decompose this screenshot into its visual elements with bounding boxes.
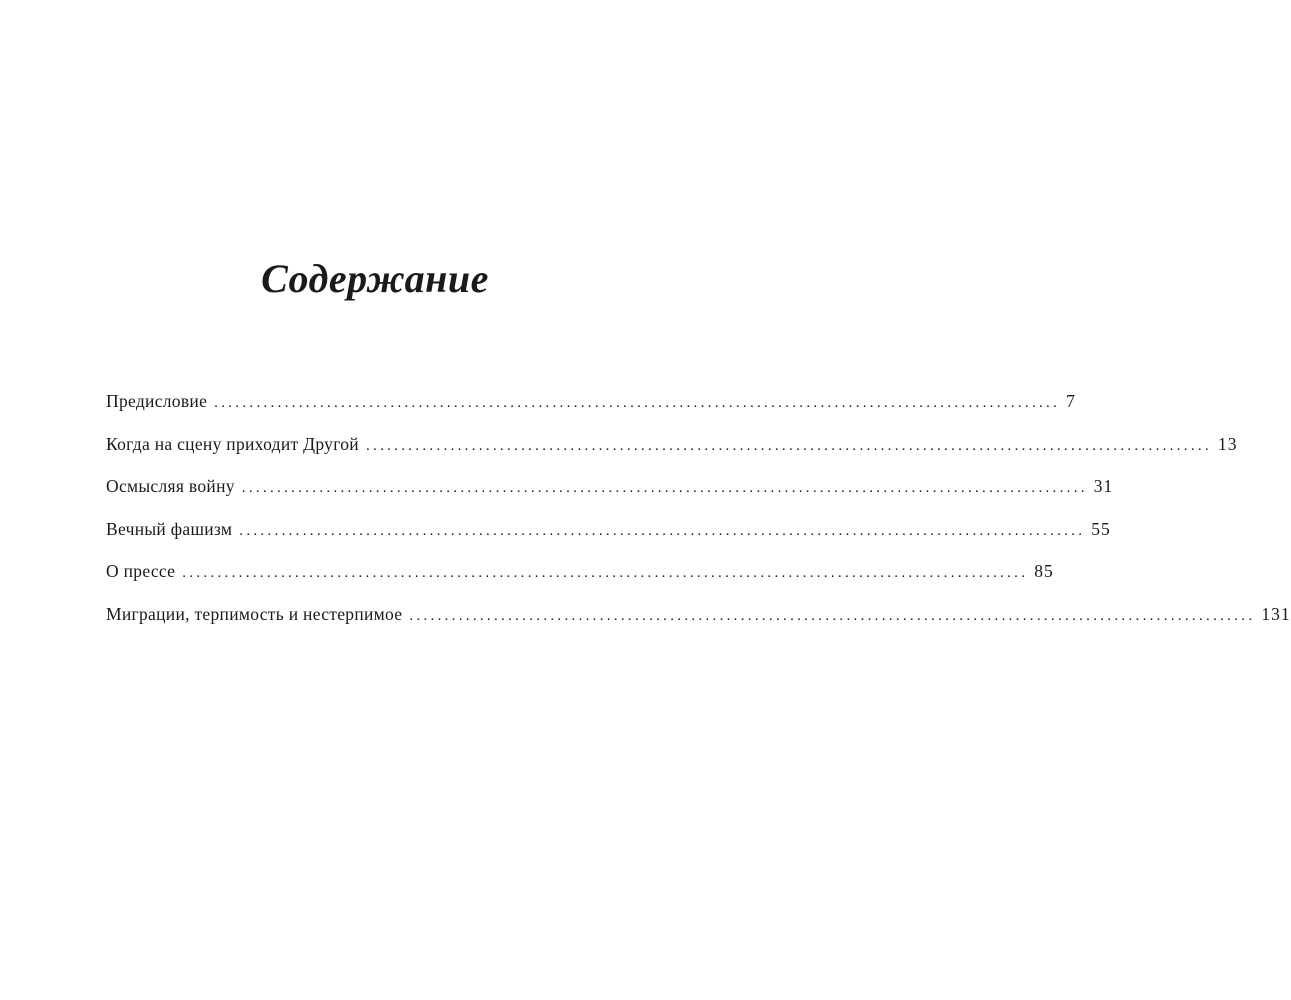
toc-entry-fascism[interactable]: [106, 518, 1111, 562]
toc-entry-press[interactable]: [106, 561, 1054, 604]
toc-entry-preface[interactable]: [106, 391, 1076, 434]
toc-entry-page: 55: [1091, 518, 1111, 539]
toc-entry-migrations[interactable]: [106, 603, 1291, 647]
dot-leader: ........................................................................................................................: [214, 395, 1061, 411]
toc-entry-title: О прессе: [106, 561, 176, 581]
toc-entry-other[interactable]: [106, 433, 1238, 477]
toc-entry-title: Когда на сцену приходит Другой: [106, 433, 359, 454]
dot-leader: ........................................................................................................................: [409, 607, 1256, 624]
toc-entry-page: 31: [1093, 476, 1114, 496]
dot-leader: ........................................................................................................................: [239, 522, 1086, 539]
toc-entry-war[interactable]: [106, 476, 1114, 519]
toc-entry-page: 7: [1066, 391, 1076, 411]
page-title: Содержание: [261, 255, 489, 301]
toc-entry-title: Миграции, терпимость и нестерпимое: [106, 603, 403, 624]
toc-entry-title: Вечный фашизм: [106, 518, 233, 539]
toc-entry-page: 85: [1034, 561, 1054, 581]
toc-entry-page: 131: [1261, 603, 1291, 624]
toc-entry-page: 13: [1217, 433, 1238, 454]
dot-leader: ........................................................................................................................: [182, 565, 1029, 581]
dot-leader: ........................................................................................................................: [241, 480, 1088, 496]
toc-entry-title: Предисловие: [106, 391, 208, 411]
table-of-contents: [106, 391, 1291, 646]
dot-leader: ........................................................................................................................: [365, 437, 1212, 454]
toc-entry-title: Осмысляя войну: [106, 476, 235, 496]
